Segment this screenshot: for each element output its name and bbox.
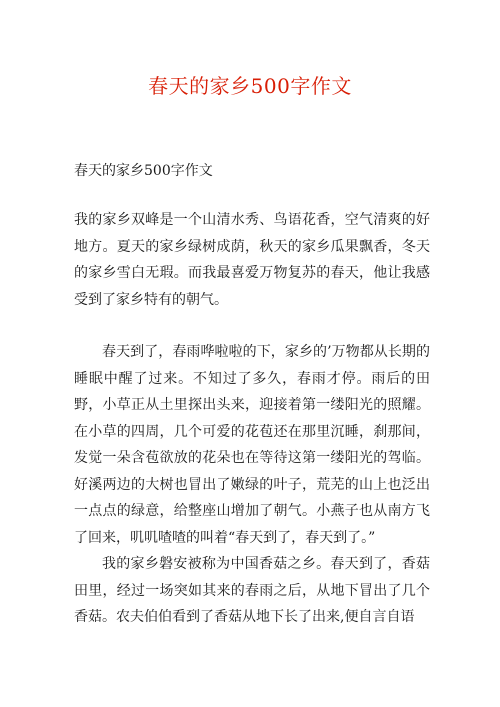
paragraph-1: 我的家乡双峰是一个山清水秀、鸟语花香，空气清爽的好地方。夏天的家乡绿树成荫，秋天的家乡瓜果飘香，冬天的家乡雪白无瑕。而我最喜爱万物复苏的春天，他让我感受到了家乡特有的朝气。 xyxy=(74,212,430,308)
document-subtitle: 春天的家乡500字作文 xyxy=(74,163,213,179)
paragraph-2: 春天到了，春雨哗啦啦的下，家乡的’万物都从长期的睡眠中醒了过来。不知过了多久，春雨才停。雨后的田野，小草正从土里探出头来，迎接着第一缕阳光的照耀。在小草的四周，几个可爱的花苞还在那里沉睡，刹那间，发觉一朵含苞欲放的花朵也在等待这第一缕阳光的驾临。好溪两边的大树也冒出了嫩绿的叶子，荒芜的山上也泛出一点点的绿意，给整座山增加了朝气。小燕子也从南方飞了回来，叽叽喳喳的叫着“春天到了，春天到了。” xyxy=(74,344,430,546)
page-title: 春天的家乡500字作文 xyxy=(148,74,352,98)
document-body xyxy=(74,207,430,631)
paragraph-3: 我的家乡磐安被称为中国香菇之乡。春天到了，香菇田里，经过一场突如其来的春雨之后，从地下冒出了几个香菇。农夫伯伯看到了香菇从地下长了出来,便自言自语 xyxy=(74,556,430,625)
